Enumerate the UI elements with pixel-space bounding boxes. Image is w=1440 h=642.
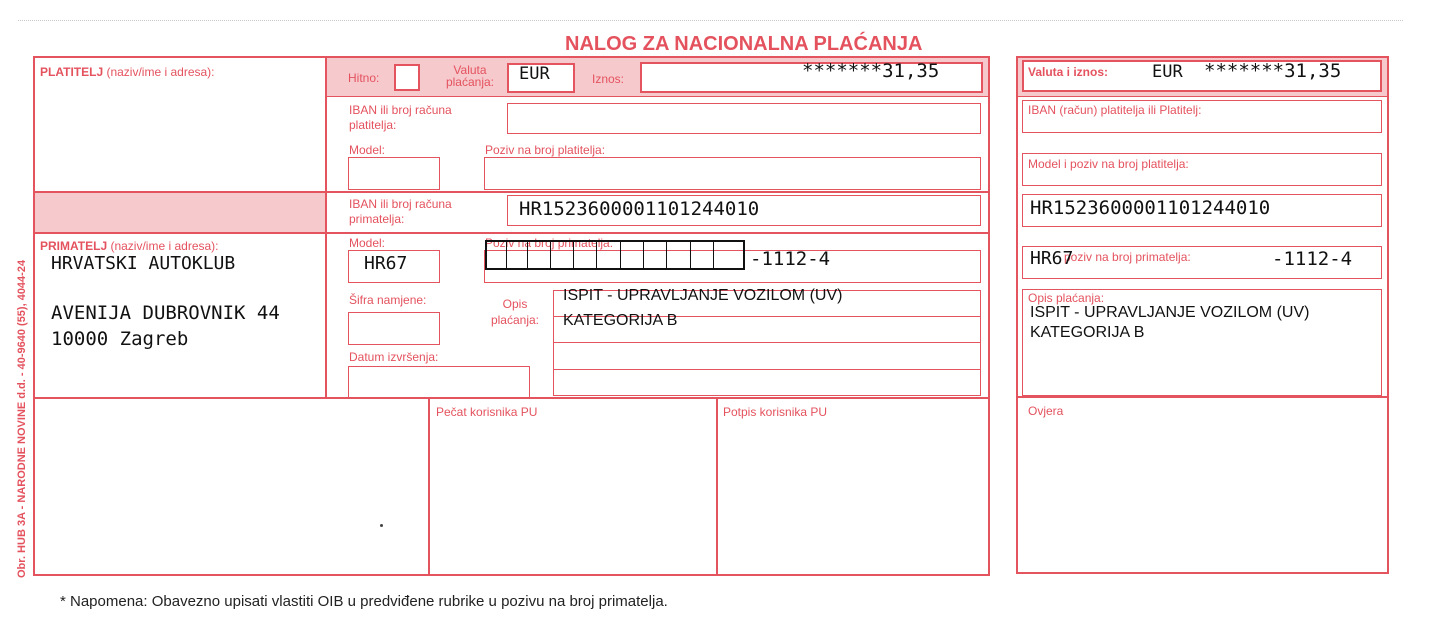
top-perforation [18, 20, 1403, 21]
receipt-payer-model-ref-label: Model i poziv na broj platitelja: [1028, 157, 1189, 171]
recipient-label: PRIMATELJ (naziv/ime i adresa): [40, 239, 219, 253]
purpose-code-label: Šifra namjene: [349, 293, 427, 307]
receipt-recipient-ref-label: poziv na broj primatelja: [1064, 250, 1191, 264]
oib-digit-9 [671, 242, 691, 268]
purpose-code-field[interactable] [348, 312, 440, 345]
payer-ref-field[interactable] [484, 157, 981, 190]
execution-date-label: Datum izvršenja: [349, 350, 439, 364]
receipt-amount-value: *******31,35 [1204, 60, 1342, 82]
oib-digit-1 [487, 242, 507, 268]
description-line1: ISPIT - UPRAVLJANJE VOZILOM (UV) [563, 287, 843, 304]
payer-model-label: Model: [349, 143, 386, 157]
recipient-address-line1: AVENIJA DUBROVNIK 44 [51, 302, 280, 324]
oib-digit-8 [647, 242, 667, 268]
currency-label: Valuta plaćanja: [445, 63, 495, 89]
description-rule-3 [553, 369, 981, 370]
divider-payer-bottom [35, 191, 988, 193]
form-title: NALOG ZA NACIONALNA PLAĆANJA [565, 33, 923, 55]
recipient-ref-value: -1112-4 [750, 248, 831, 270]
oib-digit-5 [577, 242, 597, 268]
receipt-divider-bottom [1018, 396, 1387, 398]
receipt-amount-label: Valuta i iznos: [1028, 65, 1109, 79]
recipient-iban-value: HR1523600001101244010 [519, 198, 760, 220]
stray-mark [380, 524, 383, 527]
execution-date-field[interactable] [348, 366, 530, 399]
signature-label: Potpis korisnika PU [723, 405, 828, 419]
currency-value: EUR [519, 64, 550, 84]
description-rule-2 [553, 342, 981, 343]
receipt-recipient-ref-value: -1112-4 [1272, 248, 1353, 270]
payer-label: PLATITELJ (naziv/ime i adresa): [40, 65, 215, 79]
recipient-model-label: Model: [349, 236, 386, 250]
divider-left-vertical [325, 58, 327, 399]
recipient-iban-label: IBAN ili broj računa primatelja: [349, 197, 452, 226]
description-label: Opis plaćanja: [490, 297, 540, 327]
recipient-address-line2: 10000 Zagreb [51, 328, 189, 350]
receipt-divider-header [1018, 96, 1387, 97]
divider-header-bottom [327, 96, 988, 97]
description-field[interactable] [553, 290, 981, 396]
receipt-certification-label: Ovjera [1028, 404, 1064, 418]
oib-digit-10 [694, 242, 714, 268]
middle-strip [35, 192, 326, 232]
urgent-label: Hitno: [348, 71, 380, 85]
divider-stamp-left [428, 399, 430, 575]
receipt-currency-value: EUR [1152, 62, 1183, 82]
receipt-recipient-iban-value: HR1523600001101244010 [1030, 197, 1271, 219]
receipt-recipient-model-value: HR67 [1030, 248, 1074, 269]
amount-label: Iznos: [592, 72, 625, 86]
oib-digit-boxes[interactable] [485, 240, 745, 270]
payer-iban-label: IBAN ili broj računa platitelja: [349, 103, 452, 132]
payer-iban-field[interactable] [507, 103, 981, 134]
receipt-description-line1: ISPIT - UPRAVLJANJE VOZILOM (UV) [1030, 304, 1310, 321]
footnote: * Napomena: Obavezno upisati vlastiti OIB u predviđene rubrike u pozivu na broj primatelja. [60, 593, 668, 610]
receipt-description-label: Opis plaćanja: [1028, 291, 1105, 305]
oib-digit-3 [531, 242, 551, 268]
urgent-checkbox[interactable] [394, 64, 420, 91]
recipient-ref-label: Poziv na broj primatelja: [485, 236, 614, 250]
oib-digit-6 [601, 242, 621, 268]
oib-digit-2 [508, 242, 528, 268]
receipt-payer-iban-label: IBAN (račun) platitelja ili Platitelj: [1028, 103, 1202, 117]
description-line2: KATEGORIJA B [563, 312, 678, 329]
recipient-model-value: HR67 [364, 253, 408, 274]
amount-value: *******31,35 [802, 60, 940, 82]
oib-digit-7 [624, 242, 644, 268]
stamp-label: Pečat korisnika PU [436, 405, 538, 419]
recipient-name: HRVATSKI AUTOKLUB [51, 253, 236, 274]
form-side-code: Obr. HUB 3A - NARODNE NOVINE d.d. - 40-9640 (55), 4044-24 [16, 259, 28, 578]
divider-stamp-right [716, 399, 718, 575]
oib-digit-4 [554, 242, 574, 268]
payer-model-field[interactable] [348, 157, 440, 190]
divider-recipient-top [35, 232, 988, 234]
receipt-description-line2: KATEGORIJA B [1030, 324, 1145, 341]
payer-ref-label: Poziv na broj platitelja: [485, 143, 606, 157]
